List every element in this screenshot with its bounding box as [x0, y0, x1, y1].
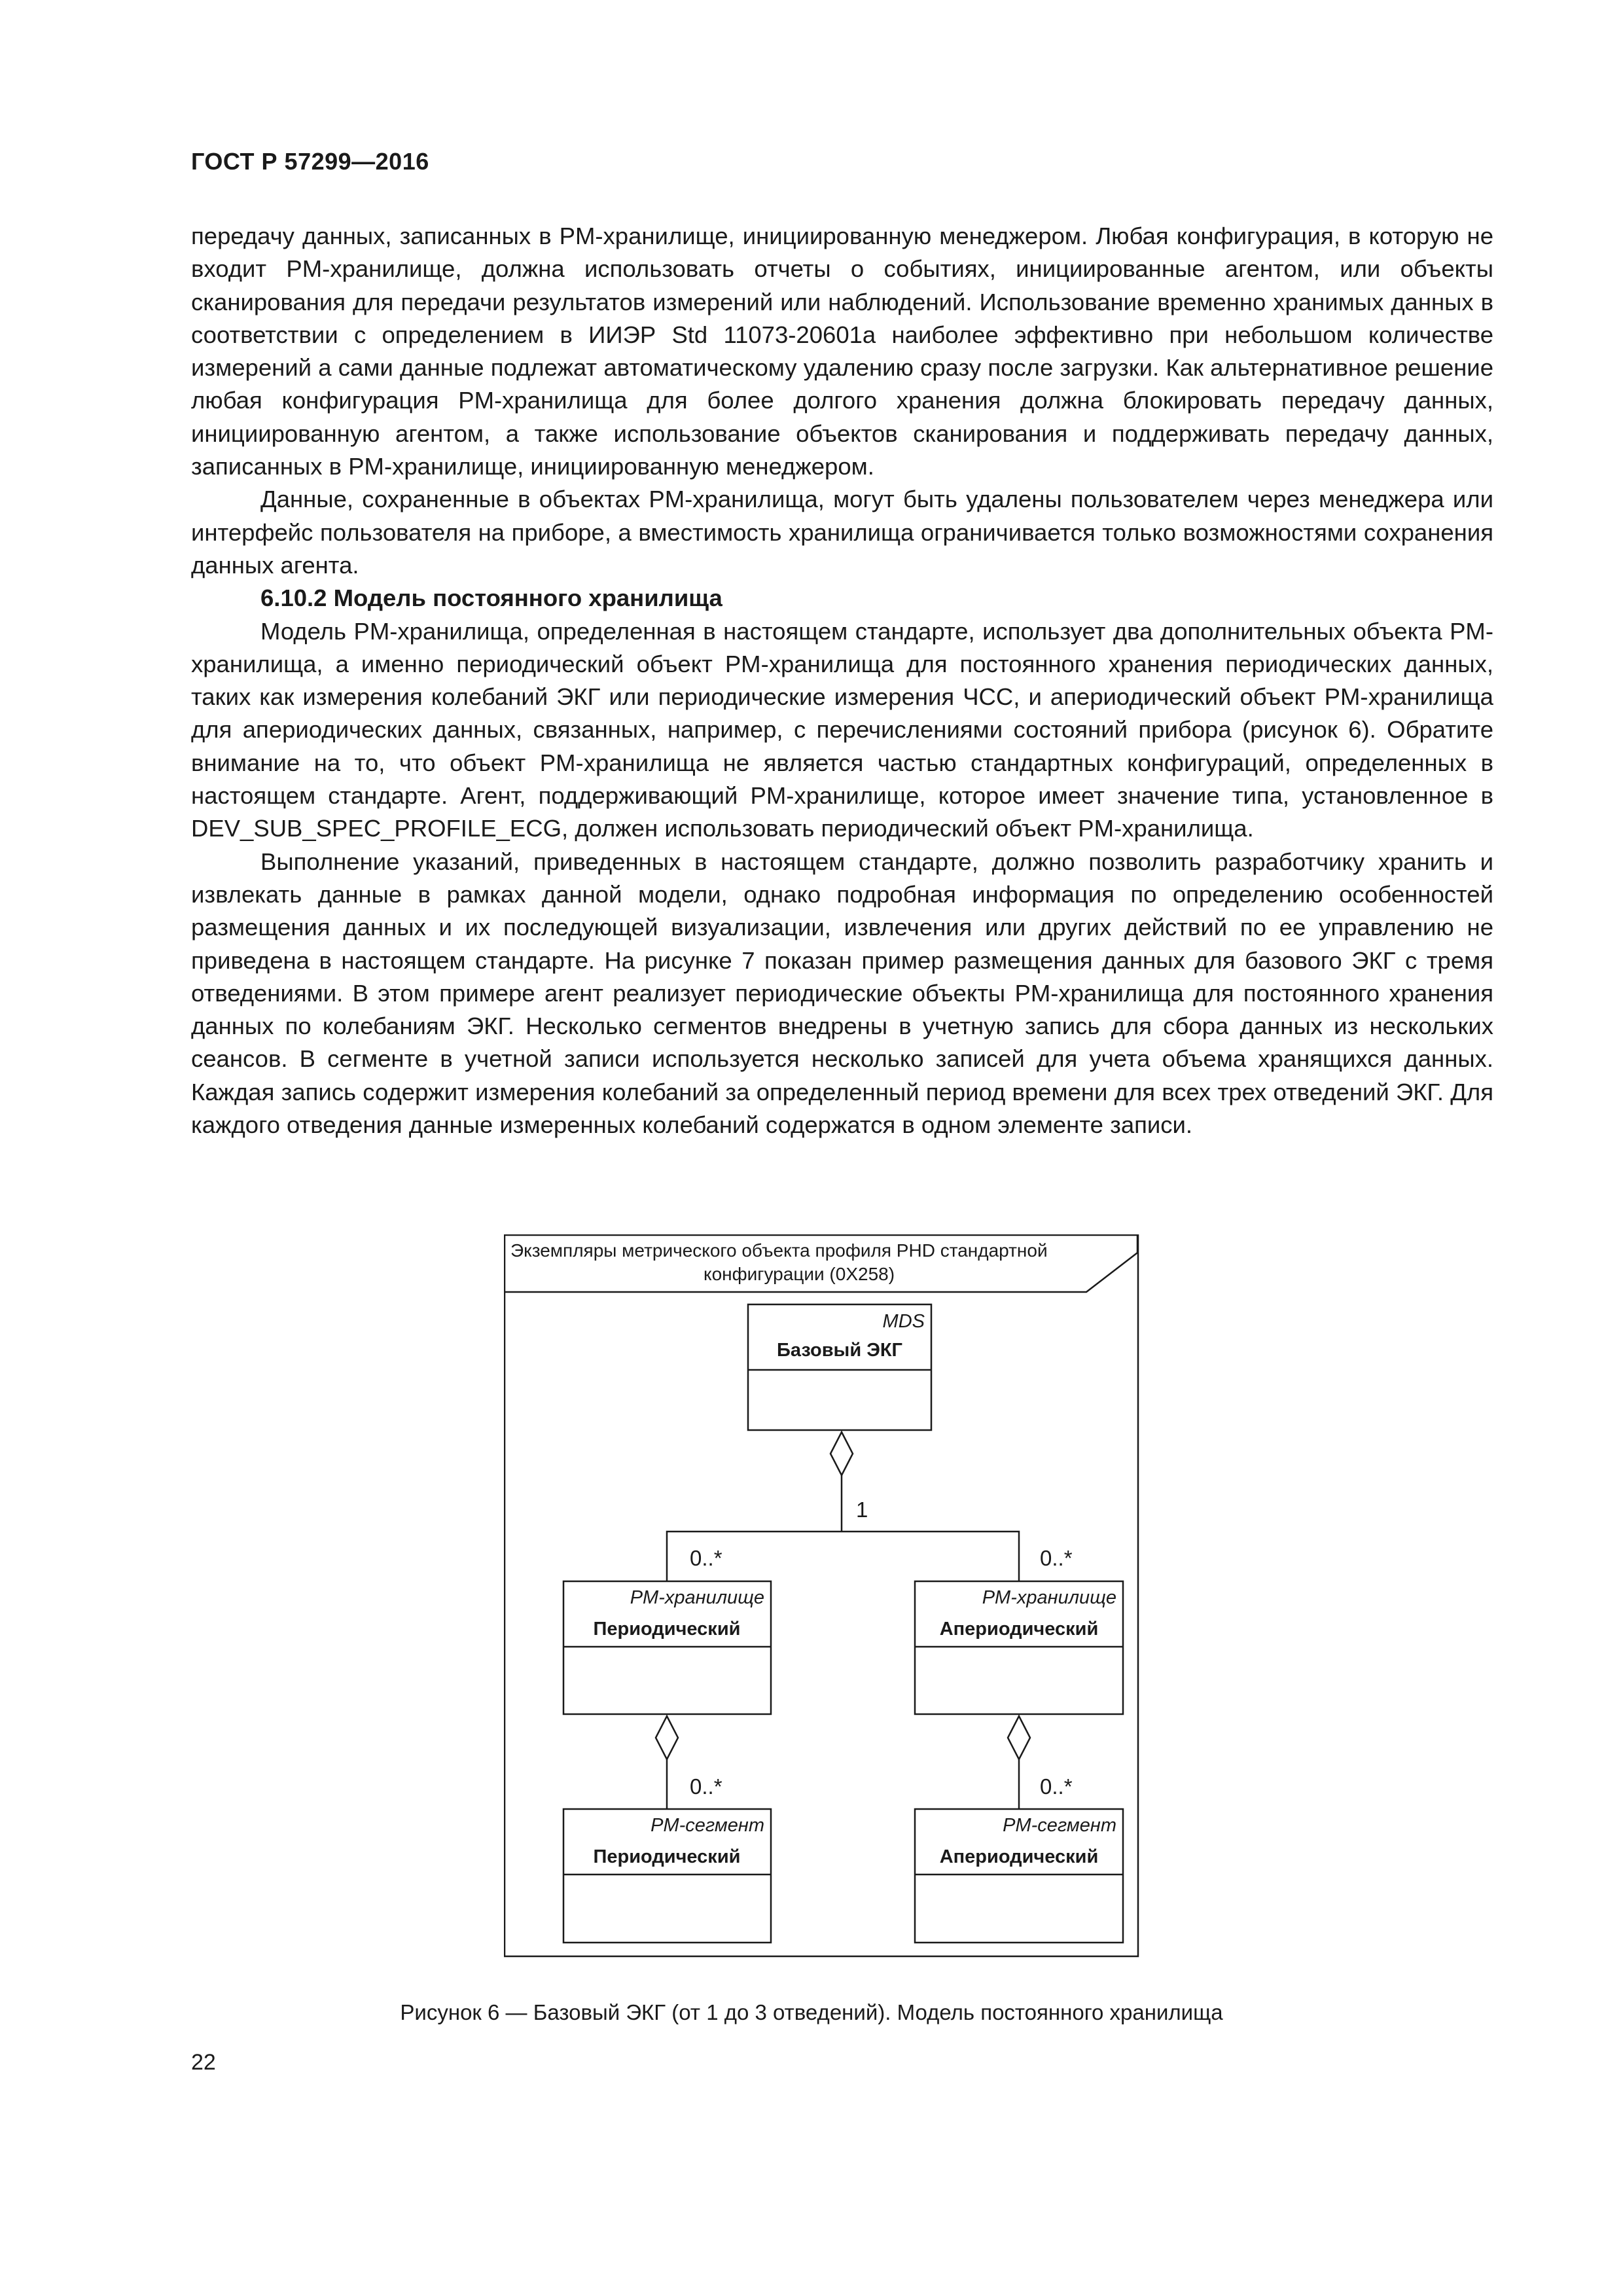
pm-store-aperiodic-box	[915, 1581, 1123, 1714]
mds-aggregation-diamond	[830, 1432, 853, 1475]
page-number: 22	[191, 2050, 216, 2075]
store-periodic-aggregation-diamond	[656, 1716, 678, 1759]
body-text	[191, 220, 1493, 1141]
segment-periodic-multiplicity: 0..*	[690, 1774, 722, 1799]
store-aperiodic-multiplicity: 0..*	[1040, 1546, 1073, 1570]
pm-store-aperiodic-name: Апериодический	[939, 1619, 1099, 1640]
uml-diagram	[504, 1234, 1158, 1961]
section-heading: 6.10.2 Модель постоянного хранилища	[260, 584, 722, 612]
figure-caption: Рисунок 6 — Базовый ЭКГ (от 1 до 3 отведений). Модель постоянного хранилища	[400, 2000, 1223, 2024]
pm-store-aperiodic-stereotype: PM-хранилище	[982, 1587, 1116, 1608]
pm-segment-periodic-stereotype: PM-сегмент	[651, 1815, 764, 1836]
paragraph-continuation: передачу данных, записанных в PM-хранилище, инициированную менеджером. Любая конфигурация, в которую не входит PM-хранилище, должна использовать отчеты о событиях, инициированные агентом, или объекты сканирования для передачи результатов измерений или наблюдений. Использование временно хранимых данных в соответствии с определением в ИИЭР Std 11073-20601a наиболее эффективно при небольшом количестве измерений а сами данные подлежат автоматическому удалению сразу после загрузки. Как альтернативное решение любая конфигурация PM-хранилища для более долгого хранения должна блокировать передачу данных, инициированную агентом, а также использование объектов сканирования и поддерживать передачу данных, записанных в PM-хранилище, инициированную менеджером.	[191, 223, 1493, 480]
pm-segment-aperiodic-stereotype: PM-сегмент	[1003, 1815, 1116, 1836]
pm-segment-periodic-box	[563, 1809, 771, 1943]
pm-segment-aperiodic-box	[915, 1809, 1123, 1943]
pm-store-periodic-box	[563, 1581, 771, 1714]
mds-multiplicity: 1	[856, 1498, 868, 1522]
pm-segment-periodic-name: Периодический	[593, 1846, 741, 1867]
paragraph-implementation: Выполнение указаний, приведенных в настоящем стандарте, должно позволить разработчику хранить и извлекать данные в рамках данной модели, однако подробная информация по определению особенностей размещения данных и их последующей визуализации, извлечения или других действий по ее управлению не приведена в настоящем стандарте. На рисунке 7 показан пример размещения данных для базового ЭКГ с тремя отведениями. В этом примере агент реализует периодические объекты PM-хранилища для постоянного хранения данных по колебаниям ЭКГ. Несколько сегментов внедрены в учетную запись для сбора данных из нескольких сеансов. В сегменте в учетной записи используется несколько записей для учета объема хранящихся данных. Каждая запись содержит измерения колебаний за определенный период времени для всех трех отведений ЭКГ. Для каждого отведения данные измеренных колебаний содержатся в одном элементе записи.	[191, 848, 1493, 1139]
pm-store-periodic-stereotype: PM-хранилище	[630, 1587, 764, 1608]
mds-stereotype: MDS	[882, 1311, 925, 1332]
paragraph-pm-store-model: Модель PM-хранилища, определенная в настоящем стандарте, использует два дополнительных объекта PM-хранилища, а именно периодический объект PM-хранилища для постоянного хранения периодических данных, таких как измерения колебаний ЭКГ или периодические измерения ЧСС, и апериодический объект PM-хранилища для апериодических данных, связанных, например, с перечислениями состояний прибора (рисунок 6). Обратите внимание на то, что объект PM-хранилища не является частью стандартных конфигураций, определенных в настоящем стандарте. Агент, поддерживающий PM-хранилище, которое имеет значение типа, установленное в DEV_SUB_SPEC_PROFILE_ECG, должен использовать периодический объект PM-хранилища.	[191, 617, 1493, 842]
frame-title-line1: Экземпляры метрического объекта профиля PHD стандартной	[510, 1240, 1048, 1261]
store-aperiodic-aggregation-diamond	[1008, 1716, 1030, 1759]
document-header: ГОСТ Р 57299—2016	[191, 148, 429, 175]
pm-store-periodic-name: Периодический	[593, 1619, 741, 1640]
segment-aperiodic-multiplicity: 0..*	[1040, 1774, 1073, 1799]
mds-class-name: Базовый ЭКГ	[777, 1340, 902, 1361]
frame-title-line2: конфигурации (0X258)	[704, 1264, 895, 1284]
paragraph-storage-deletion: Данные, сохраненные в объектах PM-хранилища, могут быть удалены пользователем через менеджера или интерфейс пользователя на приборе, а вместимость хранилища ограничивается только возможностями сохранения данных агента.	[191, 486, 1493, 579]
mds-class-box	[748, 1304, 931, 1430]
store-periodic-multiplicity: 0..*	[690, 1546, 722, 1570]
pm-segment-aperiodic-name: Апериодический	[939, 1846, 1099, 1867]
